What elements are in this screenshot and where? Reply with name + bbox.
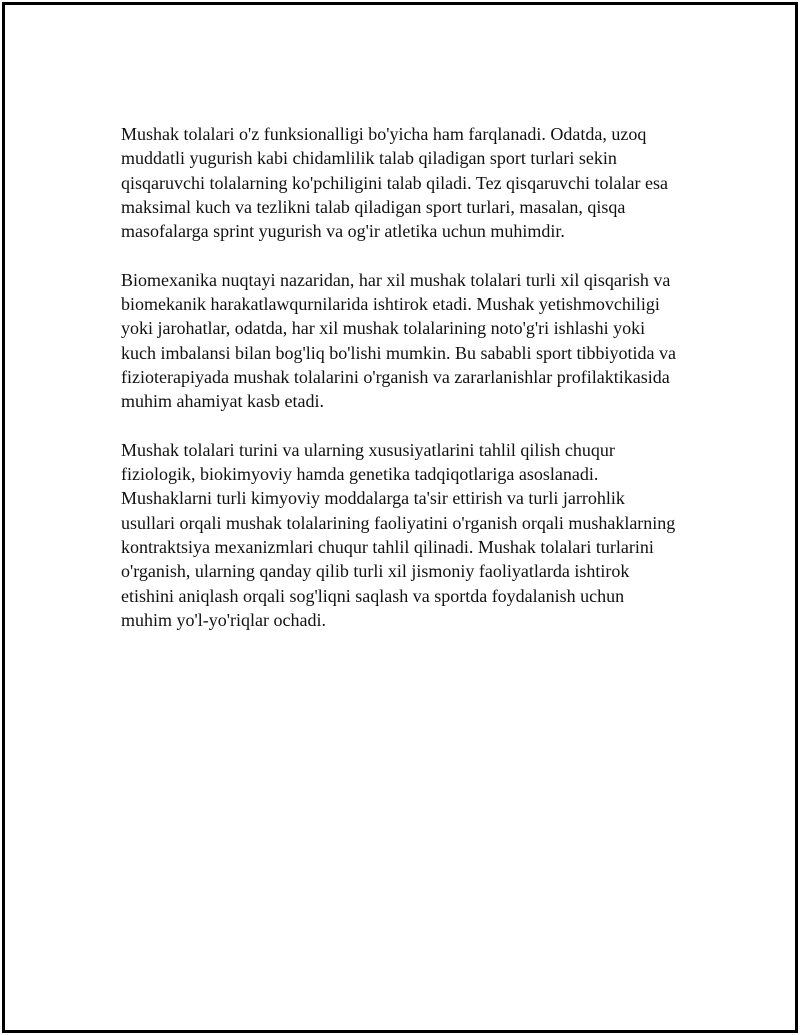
text-line: usullari orqali mushak tolalarining faoliyatini o'rganish orqali mushaklarning	[121, 512, 676, 533]
document-body	[121, 122, 701, 657]
text-line: maksimal kuch va tezlikni talab qiladigan sport turlari, masalan, qisqa	[121, 196, 626, 217]
text-line: muhim ahamiyat kasb etadi.	[121, 391, 324, 412]
text-line: fizioterapiyada mushak tolalarini o'rganish va zararlanishlar profilaktikasida	[121, 366, 670, 387]
text-line: qisqaruvchi tolalarning ko'pchiligini talab qiladi. Tez qisqaruvchi tolalar esa	[121, 172, 668, 193]
text-line: masofalarga sprint yugurish va og'ir atletika uchun muhimdir.	[121, 221, 565, 242]
paragraph-3	[121, 438, 701, 632]
text-line: kontraktsiya mexanizmlari chuqur tahlil qilinadi. Mushak tolalari turlarini	[121, 537, 654, 558]
text-line: etishini aniqlash orqali sog'liqni saqlash va sportda foydalanish uchun	[121, 585, 625, 606]
text-line: biomekanik harakatlawqurnilarida ishtirok etadi. Mushak yetishmovchiligi	[121, 294, 660, 315]
text-line: fiziologik, biokimyoviy hamda genetika tadqiqotlariga asoslanadi.	[121, 464, 599, 485]
paragraph-2	[121, 268, 701, 414]
text-line: kuch imbalansi bilan bog'liq bo'lishi mumkin. Bu sababli sport tibbiyotida va	[121, 342, 676, 363]
text-line: Biomexanika nuqtayi nazaridan, har xil mushak tolalari turli xil qisqarish va	[121, 269, 671, 290]
text-line: Mushak tolalari turini va ularning xususiyatlarini tahlil qilish chuqur	[121, 439, 615, 460]
document-page	[2, 2, 798, 1033]
text-line: muhim yo'l-yo'riqlar ochadi.	[121, 609, 326, 630]
text-line: yoki jarohatlar, odatda, har xil mushak tolalarining noto'g'ri ishlashi yoki	[121, 318, 646, 339]
text-line: muddatli yugurish kabi chidamlilik talab qiladigan sport turlari sekin	[121, 148, 617, 169]
text-line: Mushak tolalari o'z funksionalligi bo'yicha ham farqlanadi. Odatda, uzoq	[121, 124, 647, 144]
text-line: o'rganish, ularning qanday qilib turli xil jismoniy faoliyatlarda ishtirok	[121, 561, 630, 582]
text-line: Mushaklarni turli kimyoviy moddalarga ta'sir ettirish va turli jarrohlik	[121, 488, 625, 509]
paragraph-1	[121, 122, 701, 243]
